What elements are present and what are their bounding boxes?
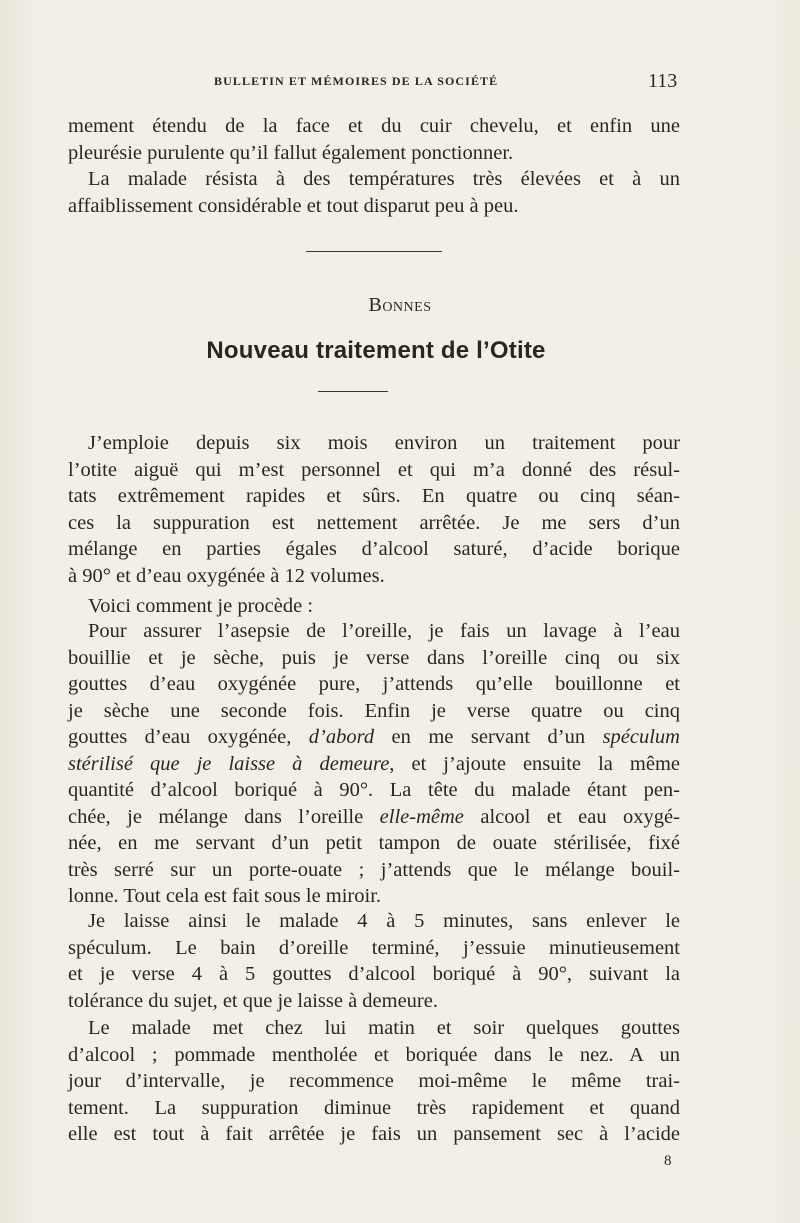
text-line: elle est tout à fait arrêtée je fais un pansement sec à l’acide [68, 1123, 680, 1145]
text-segment: , et j’ajoute ensuite la même [389, 752, 680, 775]
text-line: ces la suppuration est nettement arrêtée. Je me sers d’un [68, 511, 680, 534]
page-number: 113 [648, 70, 678, 92]
text-line: Pour assurer l’asepsie de l’oreille, je fais un lavage à l’eau [88, 620, 680, 642]
italic-segment: d’abord [308, 726, 375, 748]
section-divider [306, 251, 442, 252]
running-header [0, 70, 800, 96]
text-line [68, 751, 680, 778]
text-segment: gouttes d’eau oxygénée, [68, 726, 309, 748]
text-line: La malade résista à des températures très élevées et à un [88, 168, 680, 190]
text-line: lonne. Tout cela est fait sous le miroir. [68, 885, 382, 907]
text-line: mélange en parties égales d’alcool saturé, d’acide borique [68, 538, 680, 560]
text-line: Je laisse ainsi le malade 4 à 5 minutes, sans enlever le [88, 910, 680, 932]
text-line: tolérance du sujet, et que je laisse à demeure. [68, 989, 438, 1012]
italic-segment: stérilisé que je laisse à demeure [68, 752, 390, 775]
paragraph-1 [68, 430, 680, 589]
text-line: d’alcool ; pommade mentholée et boriquée dans le nez. A un [68, 1043, 680, 1066]
paragraph-2 [68, 593, 680, 620]
text-line: affaiblissement considérable et tout disparut peu à peu. [68, 194, 519, 217]
italic-segment: spéculum [602, 726, 680, 748]
paragraph-3 [68, 618, 680, 910]
text-line [68, 804, 680, 831]
italic-segment: elle-même [379, 805, 464, 828]
paragraph-5 [68, 1015, 680, 1148]
text-segment: en me servant d’un [374, 726, 603, 748]
paragraph-4 [68, 908, 680, 1014]
signature-mark: 8 [664, 1153, 672, 1169]
text-line [68, 724, 680, 751]
text-line: gouttes d’eau oxygénée pure, j’attends qu’elle bouillonne et [68, 673, 680, 695]
text-line: pleurésie purulente qu’il fallut également ponctionner. [68, 141, 514, 164]
text-line: tats extrêmement rapides et sûrs. En quatre ou cinq séan- [68, 485, 680, 507]
text-segment: chée, je mélange dans l’oreille [68, 805, 380, 828]
text-line: à 90° et d’eau oxygénée à 12 volumes. [68, 564, 385, 587]
text-line: bouillie et je sèche, puis je verse dans l’oreille cinq ou six [68, 646, 680, 669]
text-line: l’otite aiguë qui m’est personnel et qui m’a donné des résul- [68, 458, 680, 481]
article-author: Bonnes [368, 294, 432, 316]
text-line: née, en me servant d’un petit tampon de ouate stérilisée, fixé [68, 832, 680, 854]
running-title: BULLETIN ET MÉMOIRES DE LA SOCIÉTÉ [214, 74, 499, 88]
article-title: Nouveau traitement de l’Otite [206, 337, 546, 364]
text-line: Le malade met chez lui matin et soir quelques gouttes [88, 1017, 680, 1039]
text-line: jour d’intervalle, je recommence moi-même le même trai- [68, 1070, 680, 1092]
text-line: je sèche une seconde fois. Enfin je verse quatre ou cinq [68, 699, 680, 722]
intro-text [68, 113, 680, 219]
text-line: spéculum. Le bain d’oreille terminé, j’essuie minutieusement [68, 936, 680, 959]
text-line: J’emploie depuis six mois environ un traitement pour [88, 432, 680, 454]
text-line: quantité d’alcool boriqué à 90°. La tête du malade étant pen- [68, 779, 680, 801]
text-line: et je verse 4 à 5 gouttes d’alcool boriqué à 90°, suivant la [68, 963, 680, 985]
text-line: très serré sur un porte-ouate ; j’attends que le mélange bouil- [68, 858, 680, 881]
text-segment: alcool et eau oxygé- [463, 805, 680, 828]
title-rule [318, 391, 388, 392]
text-line: Voici comment je procède : [88, 595, 314, 617]
text-line: tement. La suppuration diminue très rapidement et quand [68, 1096, 680, 1119]
text-line: mement étendu de la face et du cuir chevelu, et enfin une [68, 115, 680, 137]
